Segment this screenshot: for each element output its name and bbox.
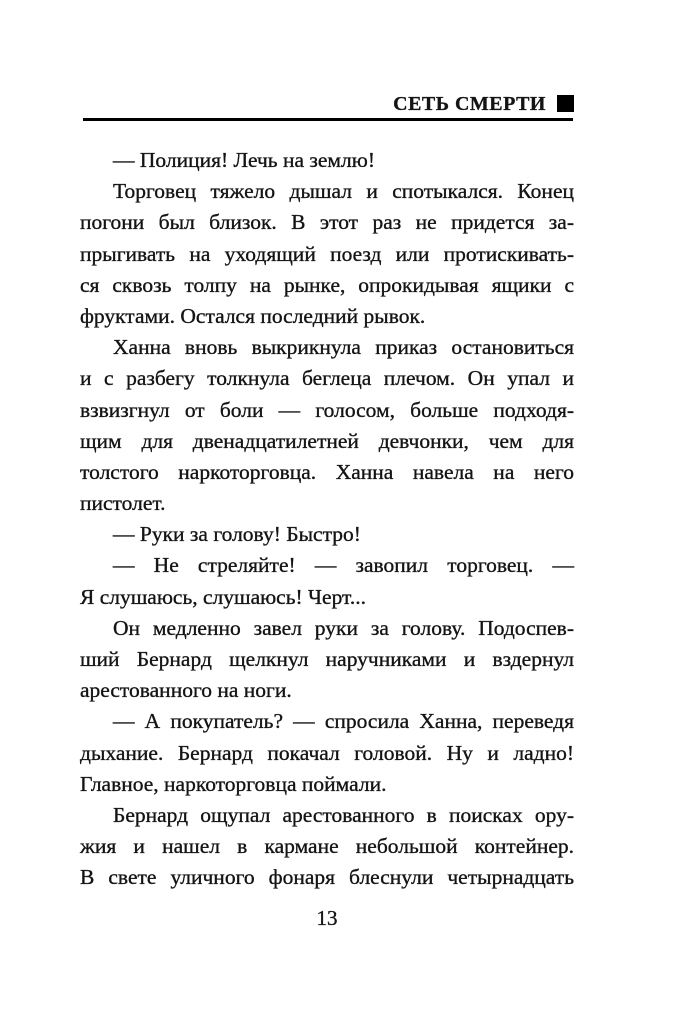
header-rule	[83, 118, 573, 121]
text-line: фруктами. Остался последний рывок.	[80, 303, 426, 328]
text-line: арестованного на ноги.	[80, 678, 292, 703]
text-line: — Не стреляйте! — завопил торговец. —	[113, 553, 574, 578]
text-line: и с разбегу толкнула беглеца плечом. Он упал и	[80, 366, 574, 391]
text-line: прыгивать на уходящий поезд или протискивать-	[80, 241, 574, 266]
running-header-title: СЕТЬ СМЕРТИ	[393, 93, 546, 115]
text-line: — А покупатель? — спросила Ханна, переведя	[113, 709, 574, 734]
text-line: погони был близок. В этот раз не придется за-	[80, 210, 574, 235]
text-line: — Руки за голову! Быстро!	[113, 522, 361, 547]
text-line: ший Бернард щелкнул наручниками и вздернул	[80, 647, 574, 671]
page-number: 13	[316, 906, 338, 930]
text-line: щим для двенадцатилетней девчонки, чем для	[80, 428, 574, 453]
text-line: ся сквозь толпу на рынке, опрокидывая ящики с	[80, 272, 574, 297]
text-line: Ханна вновь выкрикнула приказ остановиться	[113, 335, 574, 360]
text-line: Я слушаюсь, слушаюсь! Черт...	[80, 584, 366, 609]
text-line: дыхание. Бернард покачал головой. Ну и ладно!	[80, 740, 574, 765]
text-line: взвизгнул от боли — голосом, больше подходя-	[80, 397, 574, 422]
body-text	[80, 145, 574, 894]
text-line: толстого наркоторговца. Ханна навела на него	[80, 459, 574, 484]
text-line: Торговец тяжело дышал и спотыкался. Конец	[113, 179, 574, 204]
text-line: пистолет.	[80, 491, 166, 516]
black-square-icon	[557, 95, 574, 112]
text-line: Бернард ощупал арестованного в поисках ору-	[113, 802, 574, 827]
text-line: В свете уличного фонаря блеснули четырнадцать	[80, 865, 574, 890]
text-line: Главное, наркоторговца поймали.	[80, 771, 387, 796]
running-header	[80, 93, 574, 116]
text-line: жия и нашел в кармане небольшой контейнер.	[80, 834, 574, 859]
text-line: — Полиция! Лечь на землю!	[113, 148, 375, 172]
text-line: Он медленно завел руки за голову. Подоспев-	[113, 615, 574, 640]
